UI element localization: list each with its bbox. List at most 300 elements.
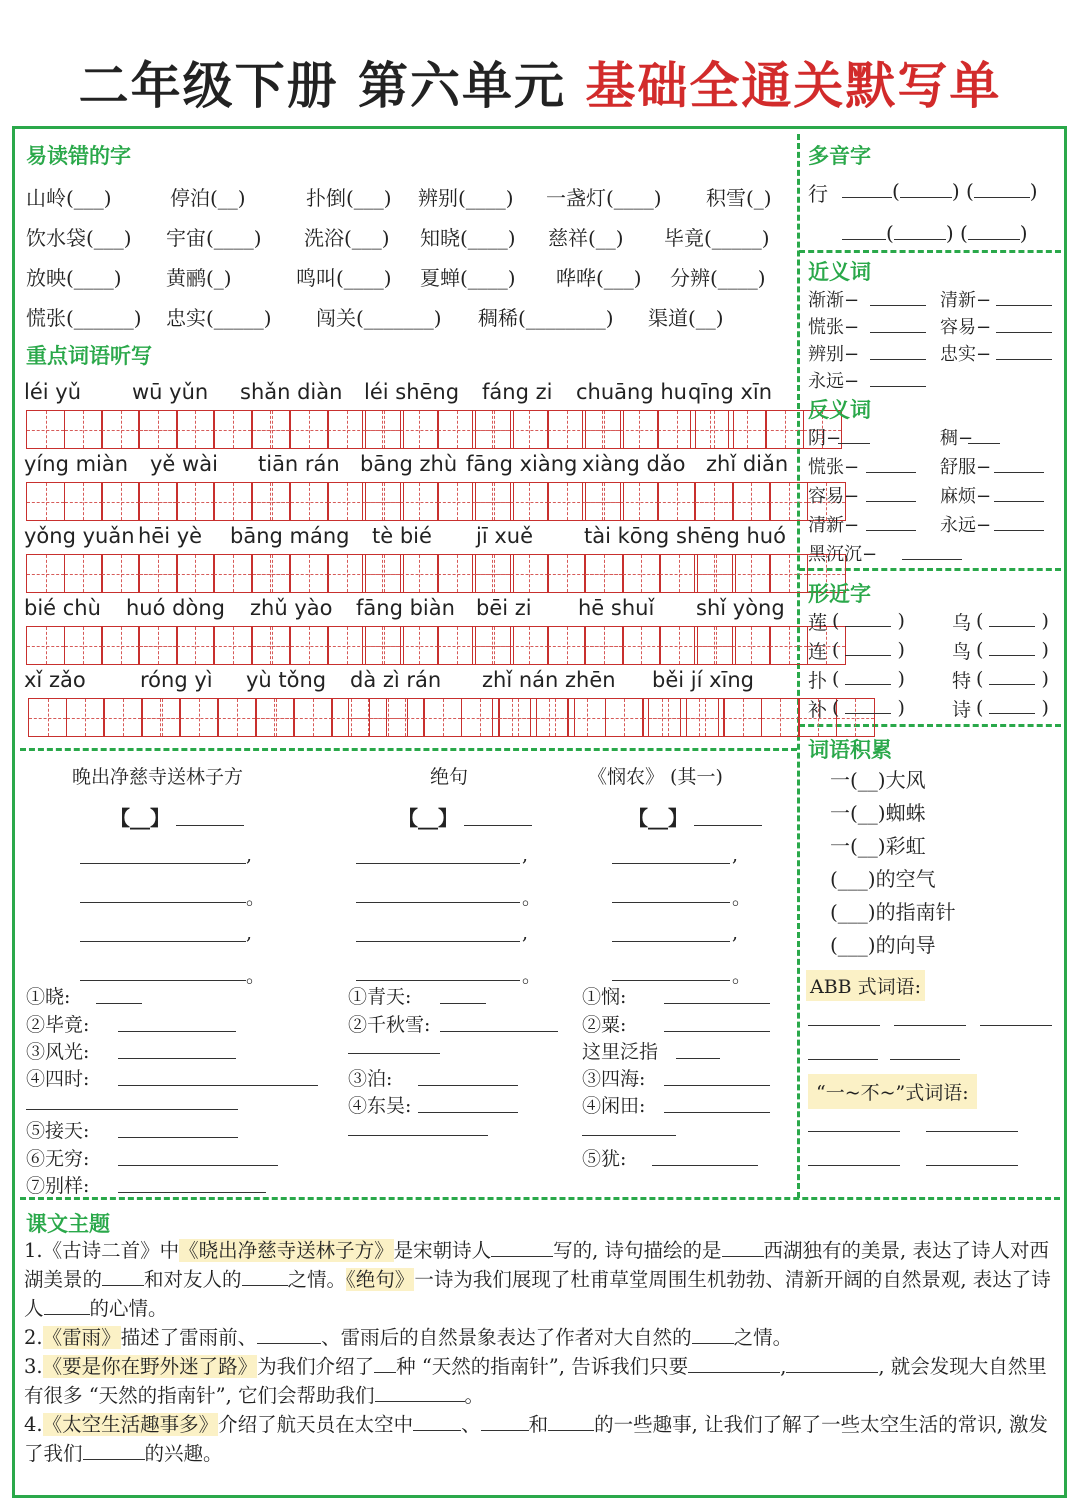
- pinyin-label: léi shēng: [364, 380, 460, 404]
- tianzige-cell: [290, 626, 329, 665]
- note-line: [664, 1030, 770, 1032]
- poem-punct: ,: [732, 844, 739, 866]
- poem-author-bracket: 【__】: [398, 806, 458, 830]
- easy-wrong-item: 宇宙(____): [166, 226, 262, 250]
- pinyin-label: yù tǒng: [246, 668, 327, 692]
- poem-title: 晚出净慈寺送林子方: [72, 766, 244, 788]
- note-item: ①青天:: [348, 986, 412, 1008]
- tianzige-cell: [252, 626, 291, 665]
- divider-poems: [20, 748, 797, 751]
- divider-theme: [20, 1197, 1060, 1200]
- tianzige-cell: [400, 410, 439, 449]
- poem-punct: ,: [732, 922, 739, 944]
- pinyin-label: fáng zi: [482, 380, 553, 404]
- theme-paragraph-1: 1.《古诗二首》中《晓出净慈寺送林子方》是宋朝诗人 写的, 诗句描绘的是 西湖独有的美景, 表达了诗人对西湖美景的 和对友人的 之情。《绝句》一诗为我们展现了杜甫草堂周围生机勃勃、清新开阔的自然景观, 表达了诗人 的心情。: [24, 1239, 1051, 1320]
- pinyin-label: róng yì: [140, 668, 213, 692]
- tianzige-cell: [437, 482, 476, 521]
- tianzige-cell: [582, 410, 621, 449]
- note-line: [118, 1136, 238, 1138]
- tianzige-cell: [176, 626, 215, 665]
- tianzige-cell: [510, 410, 549, 449]
- tianzige-cell: [605, 698, 644, 737]
- easy-wrong-item: 分辨(____): [670, 266, 766, 290]
- tianzige-cell: [584, 626, 623, 665]
- tianzige-cell: [492, 698, 531, 737]
- tianzige-cell: [66, 698, 105, 737]
- pinyin-label: bāng zhù: [360, 452, 458, 476]
- tianzige-cell: [510, 482, 549, 521]
- poem-line: [612, 940, 730, 942]
- tianzige-cell: [138, 554, 177, 593]
- accumulate-item: 一(__)大风: [830, 768, 926, 792]
- tianzige-cell: [256, 698, 295, 737]
- note-item: ④东吴:: [348, 1095, 412, 1117]
- answer-line: [890, 1058, 960, 1060]
- tianzige-cell: [769, 626, 808, 665]
- tianzige-cell: [26, 482, 65, 521]
- answer-line: [926, 1164, 1018, 1166]
- tianzige-cell: [547, 626, 586, 665]
- tianzige-cell: [362, 626, 401, 665]
- tianzige-cell: [180, 698, 219, 737]
- tianzige-cell: [472, 626, 511, 665]
- note-line: [652, 1164, 758, 1166]
- tianzige-cell: [723, 698, 762, 737]
- similar-char: 诗: [952, 699, 972, 721]
- poem-punct: ,: [246, 844, 253, 866]
- answer-blank: [902, 544, 962, 560]
- tianzige-cell: [582, 482, 621, 521]
- pinyin-label: yě wài: [150, 452, 218, 476]
- tianzige-cell: [732, 482, 771, 521]
- polyphone-blank-1: ( ) ( ): [842, 178, 1038, 203]
- pinyin-label: shǎn diàn: [240, 380, 343, 404]
- easy-wrong-item: 慌张(______): [26, 306, 142, 330]
- poem-line: [356, 940, 520, 942]
- tianzige-cell: [690, 410, 729, 449]
- pinyin-label: tiān rán: [258, 452, 340, 476]
- poem-line: [80, 901, 246, 903]
- note-item: ④闲田:: [582, 1095, 646, 1117]
- poem-punct: 。: [732, 887, 752, 909]
- easy-wrong-item: 扑倒(___): [306, 186, 392, 210]
- tianzige-cell: [64, 554, 103, 593]
- antonym-item: 麻烦−: [940, 486, 992, 507]
- answer-blank: [866, 515, 916, 531]
- theme-paragraph-2: 2.《雷雨》描述了雷雨前、 、雷雨后的自然景象表达了作者对大自然的 之情。: [24, 1326, 793, 1349]
- pinyin-label: bāng máng: [230, 524, 350, 548]
- poem-title: 《悯农》 (其一): [588, 766, 723, 788]
- poem-author-bracket: 【__】: [628, 806, 688, 830]
- tianzige-cell: [64, 482, 103, 521]
- theme-paragraph-4: 4.《太空生活趣事多》介绍了航天员在太空中 、 和 的一些趣事, 让我们了解了一些太空生活的常识, 激发了我们 的兴趣。: [24, 1413, 1048, 1465]
- note-line: [118, 1164, 278, 1166]
- similar-blank: ( ): [832, 639, 905, 661]
- tianzige-cell: [567, 698, 606, 737]
- synonym-item: 容易−: [940, 317, 992, 338]
- synonym-item: 永远−: [808, 371, 860, 392]
- answer-blank: [838, 428, 870, 444]
- tianzige-cell: [213, 410, 252, 449]
- note-item: ⑤接天:: [26, 1120, 90, 1142]
- similar-char: 特: [952, 670, 972, 692]
- answer-blank: [870, 317, 926, 333]
- tianzige-cell: [386, 698, 425, 737]
- note-item: ③风光:: [26, 1041, 90, 1063]
- answer-blank: [996, 317, 1052, 333]
- accumulate-item: (___)的空气: [830, 867, 936, 891]
- antonym-item: 清新−: [808, 515, 860, 536]
- polyphone-char: 行: [808, 182, 828, 206]
- tianzige-cell: [659, 554, 698, 593]
- tianzige-cell: [659, 626, 698, 665]
- tianzige-cell: [686, 698, 725, 737]
- title-highlight: 基础全通关默写单: [585, 57, 1002, 115]
- section-similar: 形近字: [808, 582, 871, 606]
- note-item: ⑤犹:: [582, 1148, 627, 1170]
- pinyin-label: bēi zi: [476, 596, 532, 620]
- synonym-item: 辨别−: [808, 344, 860, 365]
- note-line: [348, 1052, 440, 1054]
- pinyin-label: yǒng yuǎn: [24, 524, 135, 548]
- answer-blank: [870, 371, 926, 387]
- easy-wrong-item: 哗哗(___): [556, 266, 642, 290]
- poem-line: [80, 862, 246, 864]
- antonym-item: 容易−: [808, 486, 860, 507]
- tianzige-cell: [622, 626, 661, 665]
- tianzige-cell: [657, 482, 696, 521]
- antonym-item: 慌张−: [808, 457, 860, 478]
- tianzige-cell: [620, 482, 659, 521]
- note-line: [418, 1111, 518, 1113]
- pinyin-label: zhǐ diǎn: [706, 452, 789, 476]
- answer-blank: [994, 457, 1044, 473]
- easy-wrong-item: 停泊(__): [170, 186, 246, 210]
- page-title: [0, 46, 1080, 118]
- theme-paragraph-3: 3.《要是你在野外迷了路》为我们介绍了 种 “天然的指南针”, 告诉我们只要 , , 就会发现大自然里有很多 “天然的指南针”, 它们会帮助我们 。: [24, 1355, 1047, 1407]
- note-line: [348, 1134, 488, 1136]
- accumulate-item: (___)的指南针: [830, 900, 956, 924]
- poem-line: [356, 862, 520, 864]
- note-item: ②粟:: [582, 1014, 627, 1036]
- tianzige-cell: [362, 410, 401, 449]
- abb-label: ABB 式词语:: [806, 970, 925, 1001]
- pinyin-label: xiàng dǎo: [582, 452, 686, 476]
- tianzige-cell: [769, 554, 808, 593]
- tianzige-cell: [290, 482, 329, 521]
- tianzige-cell: [327, 482, 366, 521]
- answer-blank: [994, 515, 1044, 531]
- tianzige-cell: [64, 626, 103, 665]
- tianzige-cell: [769, 482, 808, 521]
- pinyin-label: shēng huó: [676, 524, 786, 548]
- tianzige-cell: [510, 554, 549, 593]
- poem-punct: 。: [246, 887, 266, 909]
- answer-blank: [870, 290, 926, 306]
- pinyin-label: běi jí xīng: [652, 668, 755, 692]
- tianzige-cell: [213, 626, 252, 665]
- tianzige-cell: [547, 554, 586, 593]
- similar-char: 连: [808, 641, 828, 663]
- pinyin-label: hē shuǐ: [578, 596, 655, 620]
- poem-line: [612, 979, 730, 981]
- tianzige-cell: [472, 410, 511, 449]
- tianzige-cell: [290, 554, 329, 593]
- answer-blank: [968, 428, 1000, 444]
- tianzige-cell: [510, 626, 549, 665]
- note-item: ②千秋雪:: [348, 1014, 431, 1036]
- poem-punct: 。: [246, 965, 266, 987]
- tianzige-cell: [437, 554, 476, 593]
- pinyin-label: tè bié: [372, 524, 432, 548]
- poem-title: 绝句: [430, 766, 469, 788]
- divider-vertical: [797, 134, 800, 1198]
- similar-char: 莲: [808, 612, 828, 634]
- easy-wrong-item: 慈祥(__): [548, 226, 624, 250]
- easy-wrong-item: 渠道(__): [648, 306, 724, 330]
- easy-wrong-item: 饮水袋(___): [26, 226, 132, 250]
- tianzige-cell: [213, 554, 252, 593]
- answer-line: [808, 1130, 900, 1132]
- note-line: [664, 1002, 770, 1004]
- pinyin-label: dà zì rán: [350, 668, 442, 692]
- tianzige-cell: [472, 482, 511, 521]
- poem-punct: ,: [522, 844, 529, 866]
- pinyin-label: jī xuě: [476, 524, 534, 548]
- antonym-item: 黑沉沉−: [808, 544, 878, 565]
- tianzige-cell: [732, 626, 771, 665]
- pinyin-label: wū yǔn: [132, 380, 209, 404]
- author-line: [464, 824, 532, 826]
- poem-line: [612, 862, 730, 864]
- note-item: ①悯:: [582, 986, 627, 1008]
- pinyin-label: zhǔ yào: [250, 596, 333, 620]
- answer-blank: [870, 344, 926, 360]
- author-line: [694, 824, 762, 826]
- tianzige-cell: [101, 626, 140, 665]
- poem-punct: 。: [732, 965, 752, 987]
- tianzige-cell: [252, 410, 291, 449]
- yibu-label: “一~不~”式词语:: [808, 1074, 977, 1109]
- tianzige-cell: [327, 410, 366, 449]
- tianzige-cell: [694, 482, 733, 521]
- pinyin-label: chuāng hu: [576, 380, 687, 404]
- accumulate-item: 一(__)彩虹: [830, 834, 926, 858]
- tianzige-cell: [400, 482, 439, 521]
- synonym-item: 忠实−: [940, 344, 992, 365]
- note-line: [440, 1030, 558, 1032]
- note-item: ⑥无穷:: [26, 1148, 90, 1170]
- answer-line: [808, 1058, 878, 1060]
- note-line: [96, 1002, 142, 1004]
- pinyin-label: fāng biàn: [356, 596, 455, 620]
- section-theme: 课文主题: [26, 1212, 110, 1236]
- tianzige-cell: [26, 626, 65, 665]
- tianzige-cell: [694, 554, 733, 593]
- similar-blank: ( ): [832, 697, 905, 719]
- tianzige-cell: [648, 698, 687, 737]
- pinyin-label: léi yǔ: [24, 380, 82, 404]
- tianzige-cell: [732, 554, 771, 593]
- easy-wrong-item: 稠稀(________): [478, 306, 614, 330]
- easy-wrong-item: 辨别(____): [418, 186, 514, 210]
- poem-author-bracket: 【__】: [110, 806, 170, 830]
- note-line: [676, 1057, 720, 1059]
- accumulate-item: 一(__)蜘蛛: [830, 801, 926, 825]
- answer-blank: [994, 486, 1044, 502]
- tianzige-cell: [584, 554, 623, 593]
- section-antonym: 反义词: [808, 398, 871, 422]
- easy-wrong-item: 闯关(_______): [316, 306, 442, 330]
- tianzige-cell: [176, 554, 215, 593]
- answer-blank: [996, 290, 1052, 306]
- tianzige-cell: [437, 626, 476, 665]
- similar-char: 鸟: [952, 641, 972, 663]
- note-line: [664, 1111, 770, 1113]
- tianzige-cell: [348, 698, 387, 737]
- tianzige-cell: [142, 698, 181, 737]
- note-line: [26, 1108, 238, 1110]
- similar-blank: ( ): [976, 668, 1049, 690]
- poem-punct: 。: [522, 887, 542, 909]
- tianzige-cell: [620, 410, 659, 449]
- note-line: [440, 1002, 486, 1004]
- answer-line: [808, 1164, 900, 1166]
- note-item: ③四海:: [582, 1068, 646, 1090]
- antonym-item: 稠−: [940, 428, 974, 449]
- poem-line: [80, 979, 246, 981]
- similar-blank: ( ): [976, 697, 1049, 719]
- pinyin-label: bié chù: [24, 596, 101, 620]
- pinyin-label: shǐ yòng: [696, 596, 785, 620]
- section-key-words: 重点词语听写: [26, 344, 152, 368]
- note-line: [418, 1084, 518, 1086]
- antonym-item: 永远−: [940, 515, 992, 536]
- synonym-item: 渐渐−: [808, 290, 860, 311]
- tianzige-cell: [213, 482, 252, 521]
- tianzige-cell: [101, 410, 140, 449]
- section-accumulate: 词语积累: [808, 738, 892, 762]
- tianzige-cell: [176, 410, 215, 449]
- tianzige-cell: [252, 482, 291, 521]
- pinyin-label: fāng xiàng: [466, 452, 578, 476]
- similar-char: 乌: [952, 612, 972, 634]
- tianzige-cell: [294, 698, 333, 737]
- section-easy-wrong: 易读错的字: [26, 144, 131, 168]
- tianzige-cell: [694, 626, 733, 665]
- tianzige-cell: [472, 554, 511, 593]
- tianzige-cell: [622, 554, 661, 593]
- tianzige-cell: [423, 698, 462, 737]
- note-line: [664, 1084, 770, 1086]
- answer-blank: [866, 457, 916, 473]
- pinyin-label: yíng miàn: [24, 452, 129, 476]
- easy-wrong-item: 知晓(____): [420, 226, 516, 250]
- poem-line: [356, 979, 520, 981]
- divider-right-1: [799, 250, 1061, 253]
- note-item: ④四时:: [26, 1068, 90, 1090]
- tianzige-cell: [217, 698, 256, 737]
- pinyin-label: zhǐ nán zhēn: [482, 668, 616, 692]
- tianzige-cell: [176, 482, 215, 521]
- tianzige-cell: [765, 410, 804, 449]
- note-line: [118, 1191, 266, 1193]
- tianzige-cell: [101, 554, 140, 593]
- tianzige-cell: [400, 626, 439, 665]
- pinyin-label: qīng xīn: [688, 380, 773, 404]
- section-synonym: 近义词: [808, 260, 871, 284]
- note-item: ③泊:: [348, 1068, 393, 1090]
- pinyin-label: hēi yè: [138, 524, 203, 548]
- tianzige-cell: [103, 698, 142, 737]
- similar-blank: ( ): [832, 668, 905, 690]
- poem-line: [356, 901, 520, 903]
- pinyin-label: huó dòng: [126, 596, 225, 620]
- similar-char: 补: [808, 699, 828, 721]
- easy-wrong-item: 一盏灯(____): [546, 186, 662, 210]
- tianzige-cell: [138, 410, 177, 449]
- note-line: [118, 1057, 236, 1059]
- pinyin-label: tài kōng: [584, 524, 670, 548]
- similar-char: 扑: [808, 670, 828, 692]
- pinyin-label: xǐ zǎo: [24, 668, 86, 692]
- tianzige-cell: [252, 554, 291, 593]
- synonym-item: 慌张−: [808, 317, 860, 338]
- tianzige-cell: [327, 554, 366, 593]
- easy-wrong-item: 鸣叫(____): [296, 266, 392, 290]
- answer-blank: [866, 486, 916, 502]
- tianzige-cell: [101, 482, 140, 521]
- tianzige-cell: [728, 410, 767, 449]
- tianzige-cell: [26, 410, 65, 449]
- note-item: ②毕竟:: [26, 1014, 90, 1036]
- synonym-item: 清新−: [940, 290, 992, 311]
- easy-wrong-item: 忠实(_____): [166, 306, 272, 330]
- easy-wrong-item: 黄鹂(_): [166, 266, 232, 290]
- poem-punct: ,: [246, 922, 253, 944]
- easy-wrong-item: 毕竟(_____): [664, 226, 770, 250]
- tianzige-cell: [400, 554, 439, 593]
- answer-line: [894, 1024, 966, 1026]
- answer-line: [808, 1024, 880, 1026]
- answer-line: [980, 1024, 1052, 1026]
- antonym-item: 阴−: [808, 428, 842, 449]
- tianzige-cell: [26, 554, 65, 593]
- accumulate-item: (___)的向导: [830, 933, 936, 957]
- answer-line: [926, 1130, 1018, 1132]
- similar-blank: ( ): [832, 610, 905, 632]
- author-line: [176, 824, 244, 826]
- note-item: ⑦别样:: [26, 1175, 90, 1197]
- note-item: 这里泛指: [582, 1041, 659, 1063]
- tianzige-cell: [761, 698, 800, 737]
- tianzige-cell: [327, 626, 366, 665]
- section-polyphone: 多音字: [808, 144, 871, 168]
- title-main: 二年级下册 第六单元: [78, 57, 566, 115]
- note-line: [118, 1084, 318, 1086]
- similar-blank: ( ): [976, 610, 1049, 632]
- note-line: [118, 1030, 236, 1032]
- tianzige-cell: [138, 626, 177, 665]
- answer-blank: [996, 344, 1052, 360]
- polyphone-blank-2: ( ) ( ): [842, 220, 1028, 245]
- tianzige-cell: [547, 482, 586, 521]
- easy-wrong-item: 山岭(___): [26, 186, 112, 210]
- antonym-item: 舒服−: [940, 457, 992, 478]
- note-line: [582, 1134, 676, 1136]
- easy-wrong-item: 积雪(_): [706, 186, 772, 210]
- tianzige-cell: [437, 410, 476, 449]
